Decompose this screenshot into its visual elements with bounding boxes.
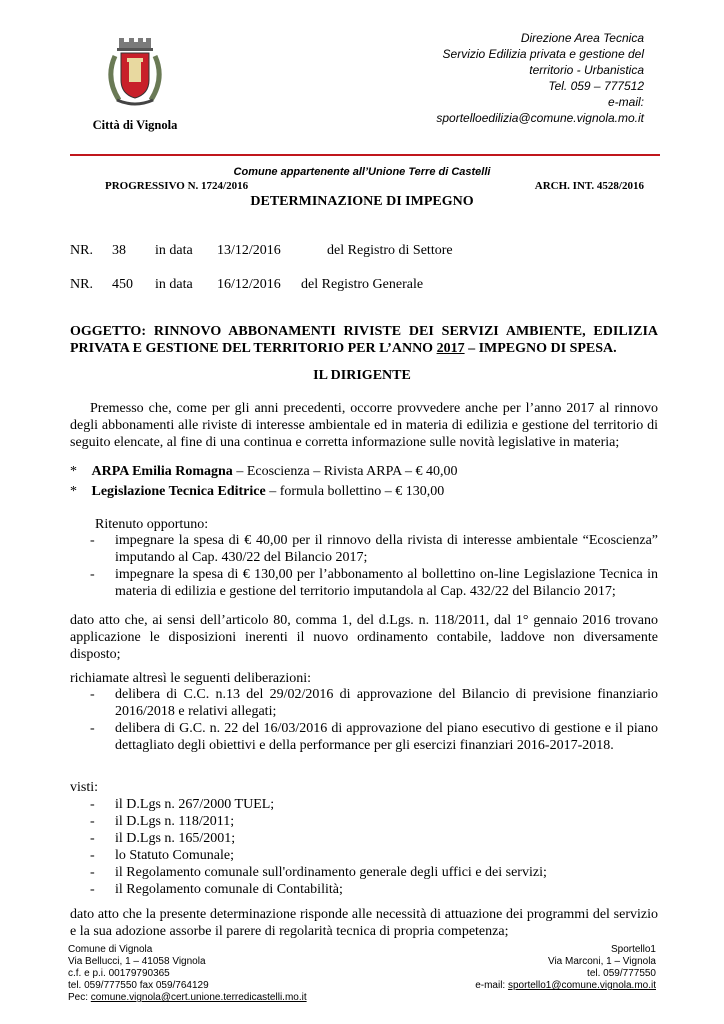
premesso-paragraph: Premesso che, come per gli anni precedenti, occorre provvedere anche per l’anno 2017 al rinnovo degli abbonamenti alle riviste di interesse ambientale ed in materia di edilizia e gestione del territorio di seguito elencate, al fine di una continua e corretta informazione sulle novità legislative in materia;: [70, 401, 658, 450]
footer-line: tel. 059/777550: [587, 968, 656, 979]
list-item: - delibera di G.C. n. 22 del 16/03/2016 di approvazione del piano esecutivo di gestione e il piano dettagliato degli obiettivi e della performance per gli esercizi finanziari 2016-2017-2018.: [90, 721, 658, 753]
list-item: - impegnare la spesa di € 130,00 per l’abbonamento al bollettino on-line Legislazione Tecnica in materia di edilizia e gestione del territorio imputandola al Cap. 432/22 del Bilancio 2017;: [90, 567, 658, 599]
footer-left: [68, 944, 307, 1004]
office-line: Direzione Area Tecnica: [520, 31, 644, 45]
list-item-text: il D.Lgs n. 267/2000 TUEL;: [115, 797, 275, 812]
section-heading: IL DIRIGENTE: [313, 368, 411, 383]
visti-list: [90, 796, 658, 898]
header-divider: [70, 154, 660, 156]
office-line: e-mail:: [607, 95, 644, 109]
footer-line: Via Marconi, 1 – Vignola: [547, 956, 656, 967]
coat-of-arms-icon: [105, 38, 165, 108]
list-item-text: delibera di G.C. n. 22 del 16/03/2016 di approvazione del piano esecutivo di gestione e il piano dettagliato degli obiettivi e della performance per gli esercizi finanziari 2016-2017-2018.: [115, 721, 658, 753]
list-item: - il Regolamento comunale di Contabilità;: [90, 882, 343, 897]
subscription-item: [70, 463, 457, 480]
list-item: - il D.Lgs n. 118/2011;: [90, 814, 235, 829]
subscription-name: ARPA Emilia Romagna: [91, 464, 233, 479]
pec-link[interactable]: comune.vignola@cert.unione.terredicastelli.mo.it: [90, 992, 307, 1003]
footer-line: Via Bellucci, 1 – 41058 Vignola: [68, 956, 206, 967]
list-item: - il D.Lgs n. 267/2000 TUEL;: [90, 797, 275, 812]
register-name: del Registro Generale: [301, 277, 424, 292]
subscription-name: Legislazione Tecnica Editrice: [91, 484, 266, 499]
list-item-text: impegnare la spesa di € 40,00 per il rinnovo della rivista di interesse ambientale “Ecoscienza” imputando al Cap. 430/22 del Bilancio 2017;: [115, 533, 658, 565]
register-nr: NR.: [70, 243, 93, 258]
subject-text: OGGETTO: RINNOVO ABBONAMENTI RIVISTE DEI SERVIZI AMBIENTE, EDILIZIA PRIVATA E GESTIONE DEL TERRITORIO PER L’ANNO: [70, 324, 658, 356]
office-info: [436, 30, 644, 126]
footer-line: Comune di Vignola: [68, 944, 153, 955]
list-item: - impegnare la spesa di € 40,00 per il rinnovo della rivista di interesse ambientale “Ecoscienza” imputando al Cap. 430/22 del Bilancio 2017;: [90, 533, 658, 565]
arch-int: ARCH. INT. 4528/2016: [534, 180, 644, 192]
dato-atto-paragraph-2: dato atto che la presente determinazione risponde alle necessità di attuazione dei programmi del servizio e la sua adozione assorbe il parere di regolarità tecnica di propria competenza;: [70, 907, 658, 939]
footer-line: tel. 059/777550 fax 059/764129: [68, 980, 209, 991]
footer-pec: Pec: comune.vignola@cert.unione.terredicastelli.mo.it: [68, 992, 307, 1003]
subject-year: 2017: [436, 341, 465, 356]
list-item-text: il D.Lgs n. 118/2011;: [115, 814, 235, 829]
register-number: 450: [112, 277, 133, 292]
register-name: del Registro di Settore: [327, 243, 453, 258]
bullet-marker: *: [70, 484, 77, 499]
register-date: 16/12/2016: [217, 277, 281, 292]
list-item-text: impegnare la spesa di € 130,00 per l’abbonamento al bollettino on-line Legislazione Tecnica in materia di edilizia e gestione del territorio imputandola al Cap. 432/22 del Bilancio 2017;: [115, 567, 658, 599]
subject: [70, 323, 658, 357]
progressivo: PROGRESSIVO N. 1724/2016: [105, 180, 249, 192]
list-item-text: il Regolamento comunale di Contabilità;: [115, 882, 343, 897]
office-line: Tel. 059 – 777512: [548, 79, 644, 93]
footer-line: Sportello1: [610, 944, 656, 955]
list-item: - lo Statuto Comunale;: [90, 848, 234, 863]
register-number: 38: [112, 243, 126, 258]
richiamate-list: [90, 686, 658, 754]
footer-email: e-mail: sportello1@comune.vignola.mo.it: [475, 980, 656, 991]
ritenuto-list: [90, 532, 658, 600]
footer-right: [475, 944, 656, 992]
ritenuto-intro: Ritenuto opportuno:: [95, 517, 209, 532]
register-date: 13/12/2016: [217, 243, 281, 258]
richiamate-intro: richiamate altresì le seguenti deliberazioni:: [70, 671, 312, 686]
list-item: - delibera di C.C. n.13 del 29/02/2016 di approvazione del Bilancio di previsione finanziario 2016/2018 e relativi allegati;: [90, 687, 658, 719]
city-name: Città di Vignola: [92, 118, 178, 132]
list-item-text: il Regolamento comunale sull'ordinamento generale degli uffici e dei servizi;: [115, 865, 547, 880]
dato-atto-paragraph: dato atto che, ai sensi dell’articolo 80, comma 1, del d.Lgs. n. 118/2011, dal 1° gennaio 2016 trovano applicazione le disposizioni inerenti il nuovo ordinamento contabile, laddove non diversamente disposto;: [70, 613, 658, 662]
union-line: Comune appartenente all’Unione Terre di Castelli: [233, 166, 491, 178]
subscription-detail: – Ecoscienza – Rivista ARPA – € 40,00: [232, 464, 458, 479]
office-line: Servizio Edilizia privata e gestione del: [442, 47, 644, 61]
list-item-text: lo Statuto Comunale;: [115, 848, 234, 863]
register-nr: NR.: [70, 277, 93, 292]
subject-text-end: – IMPEGNO DI SPESA.: [464, 341, 617, 356]
footer-line: c.f. e p.i. 00179790365: [68, 968, 170, 979]
office-line: sportelloedilizia@comune.vignola.mo.it: [436, 111, 644, 125]
visti-intro: visti:: [70, 780, 99, 795]
register-in-data: in data: [155, 277, 193, 292]
list-item-text: delibera di C.C. n.13 del 29/02/2016 di approvazione del Bilancio di previsione finanziario 2016/2018 e relativi allegati;: [115, 687, 658, 719]
office-line: territorio - Urbanistica: [529, 63, 644, 77]
bullet-marker: *: [70, 464, 77, 479]
subscription-item: [70, 483, 444, 500]
list-item: - il D.Lgs n. 165/2001;: [90, 831, 236, 846]
subscription-detail: – formula bollettino – € 130,00: [265, 484, 445, 499]
list-item: - il Regolamento comunale sull'ordinamento generale degli uffici e dei servizi;: [90, 865, 547, 880]
document-title: DETERMINAZIONE DI IMPEGNO: [250, 194, 474, 209]
email-link[interactable]: sportello1@comune.vignola.mo.it: [507, 980, 656, 991]
register-in-data: in data: [155, 243, 193, 258]
list-item-text: il D.Lgs n. 165/2001;: [115, 831, 236, 846]
